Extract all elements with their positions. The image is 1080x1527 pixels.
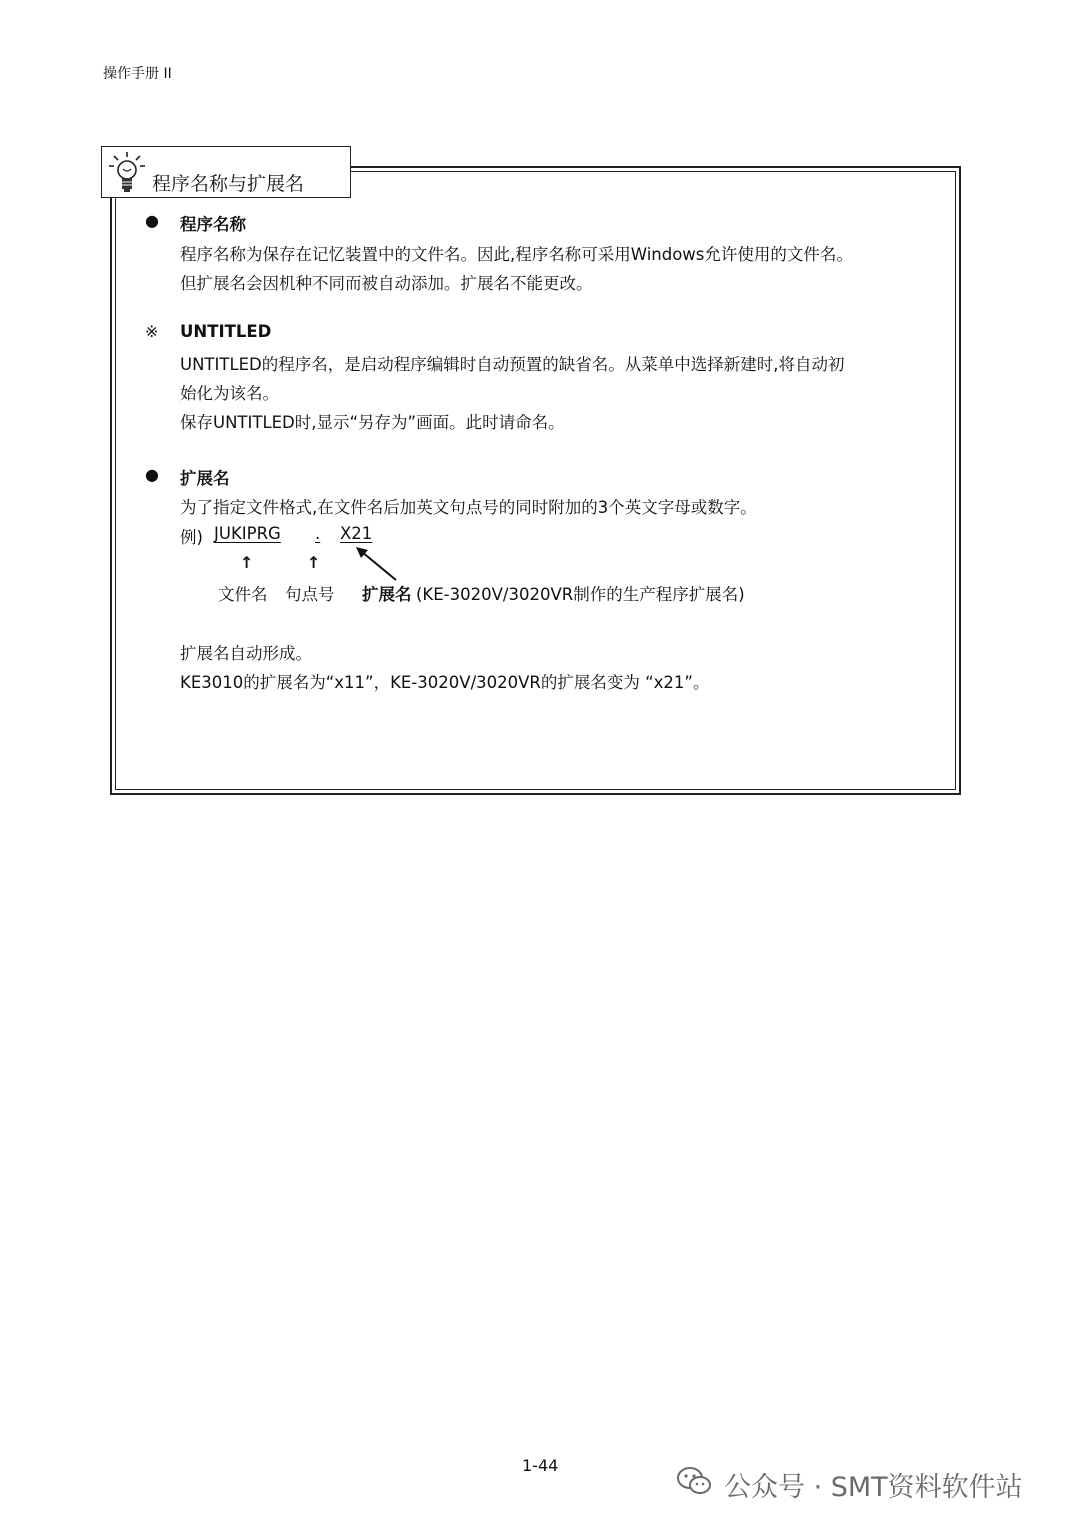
wechat-icon <box>676 1466 712 1503</box>
paragraph-line: 保存UNTITLED时,显示“另存为”画面。此时请命名。 <box>180 413 565 432</box>
section-heading-untitled: UNTITLED <box>180 322 272 341</box>
bullet-marker: ● <box>145 465 159 484</box>
note-title-box <box>101 146 351 198</box>
paragraph-line: 始化为该名。 <box>180 384 279 403</box>
diagonal-arrow-icon <box>352 544 402 584</box>
watermark <box>676 1465 1023 1504</box>
lightbulb-icon <box>108 151 146 199</box>
label-extension: 扩展名 <box>362 585 412 604</box>
paragraph-line: 程序名称为保存在记忆装置中的文件名。因此,程序名称可采用Windows允许使用的文件名。 <box>180 245 853 264</box>
bullet-marker: ● <box>145 211 159 230</box>
label-extension-detail: (KE-3020V/3020VR制作的生产程序扩展名) <box>416 585 745 604</box>
watermark-text: 公众号 · SMT资料软件站 <box>724 1472 1023 1503</box>
reference-marker: ※ <box>145 322 159 341</box>
example-extension: X21 <box>340 524 373 543</box>
note-title: 程序名称与扩展名 <box>152 173 305 195</box>
section-heading-extension: 扩展名 <box>180 469 230 488</box>
paragraph-line: 为了指定文件格式,在文件名后加英文句点号的同时附加的3个英文字母或数字。 <box>180 498 757 517</box>
example-dot: . <box>315 524 321 543</box>
label-dot: 句点号 <box>285 585 335 604</box>
page-header: 操作手册 II <box>103 66 172 82</box>
section-heading-program-name: 程序名称 <box>180 215 246 234</box>
note-line: KE3010的扩展名为“x11”，KE-3020V/3020VR的扩展名变为 “x21”。 <box>180 673 710 692</box>
label-filename: 文件名 <box>218 585 268 604</box>
example-prefix: 例) <box>180 528 203 547</box>
paragraph-line: 但扩展名会因机种不同而被自动添加。扩展名不能更改。 <box>180 274 593 293</box>
note-line: 扩展名自动形成。 <box>180 644 312 663</box>
example-filename: JUKIPRG <box>214 524 281 543</box>
page-number: 1-44 <box>522 1456 559 1475</box>
up-arrow-icon: ↑ <box>240 553 254 572</box>
paragraph-line: UNTITLED的程序名，是启动程序编辑时自动预置的缺省名。从菜单中选择新建时,将自动初 <box>180 355 845 374</box>
up-arrow-icon: ↑ <box>307 553 321 572</box>
